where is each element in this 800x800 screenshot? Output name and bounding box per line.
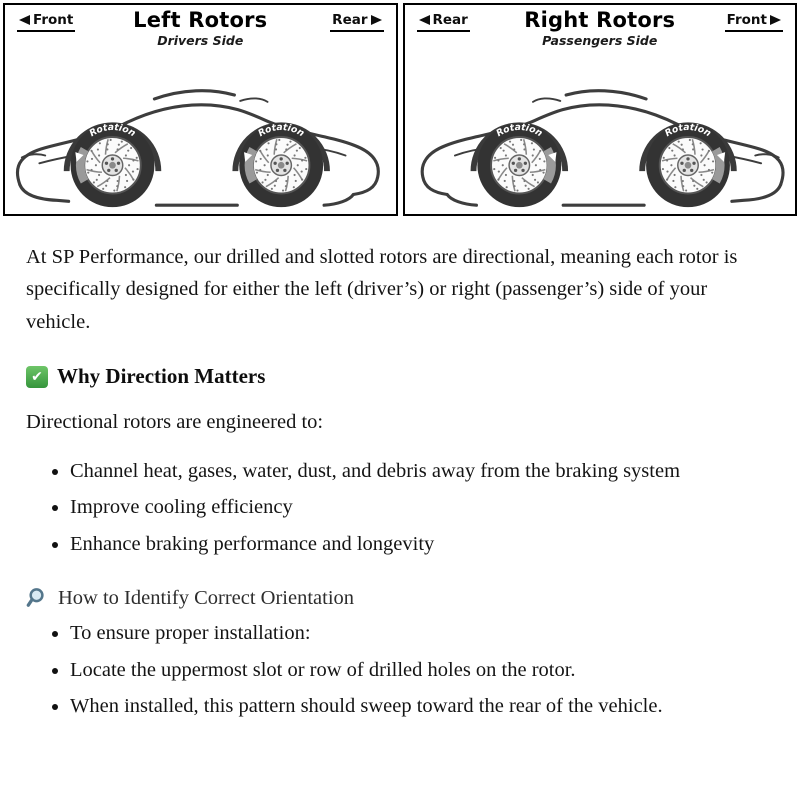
car-side-view-illustration xyxy=(5,58,396,214)
car-side-view-illustration-mirrored xyxy=(405,58,796,214)
magnifier-icon xyxy=(26,587,49,610)
list-item: • Channel heat, gases, water, dust, and debris away from the braking system xyxy=(70,456,774,488)
direction-text: Rear xyxy=(432,12,468,28)
lead-sentence: Directional rotors are engineered to: xyxy=(26,411,324,434)
direction-text: Front xyxy=(33,12,74,28)
list-item: • When installed, this pattern should sweep toward the rear of the vehicle. xyxy=(70,691,774,723)
panel-subtitle: Drivers Side xyxy=(157,33,244,48)
list-item: • Enhance braking performance and longevity xyxy=(70,529,774,561)
heading-text: How to Identify Correct Orientation xyxy=(58,586,355,609)
svg-text:Rotation: Rotation xyxy=(256,121,307,140)
benefits-list xyxy=(26,456,774,561)
arrow-right-icon xyxy=(371,15,382,25)
direction-label-front xyxy=(725,12,783,32)
heading-text: Why Direction Matters xyxy=(57,364,266,389)
intro-paragraph: At SP Performance, our drilled and slotted rotors are directional, meaning each rotor is specifically designed for either the left (driver’s) or right (passenger’s) side of your vehicle. xyxy=(26,246,738,333)
panel-title: Right Rotors xyxy=(524,8,676,32)
arrow-right-icon xyxy=(770,15,781,25)
rotor-diagram xyxy=(0,0,800,216)
list-item: • Improve cooling efficiency xyxy=(70,492,774,524)
left-rotors-panel xyxy=(3,3,398,216)
right-rotors-panel xyxy=(403,3,798,216)
panel-title: Left Rotors xyxy=(133,8,268,32)
list-item: • To ensure proper installation: xyxy=(70,618,774,650)
svg-text:Rotation: Rotation xyxy=(87,121,138,140)
svg-text:Rotation: Rotation xyxy=(662,121,713,140)
svg-text:Rotation: Rotation xyxy=(493,121,544,140)
check-icon xyxy=(26,366,48,388)
orientation-list xyxy=(26,618,774,723)
direction-text: Front xyxy=(726,12,767,28)
direction-label-rear xyxy=(330,12,383,32)
panel-subtitle: Passengers Side xyxy=(542,33,658,48)
why-direction-matters-heading xyxy=(26,364,774,389)
orientation-heading xyxy=(26,587,774,610)
direction-text: Rear xyxy=(332,12,368,28)
article-body xyxy=(0,216,800,723)
list-item: • Locate the uppermost slot or row of drilled holes on the rotor. xyxy=(70,655,774,687)
